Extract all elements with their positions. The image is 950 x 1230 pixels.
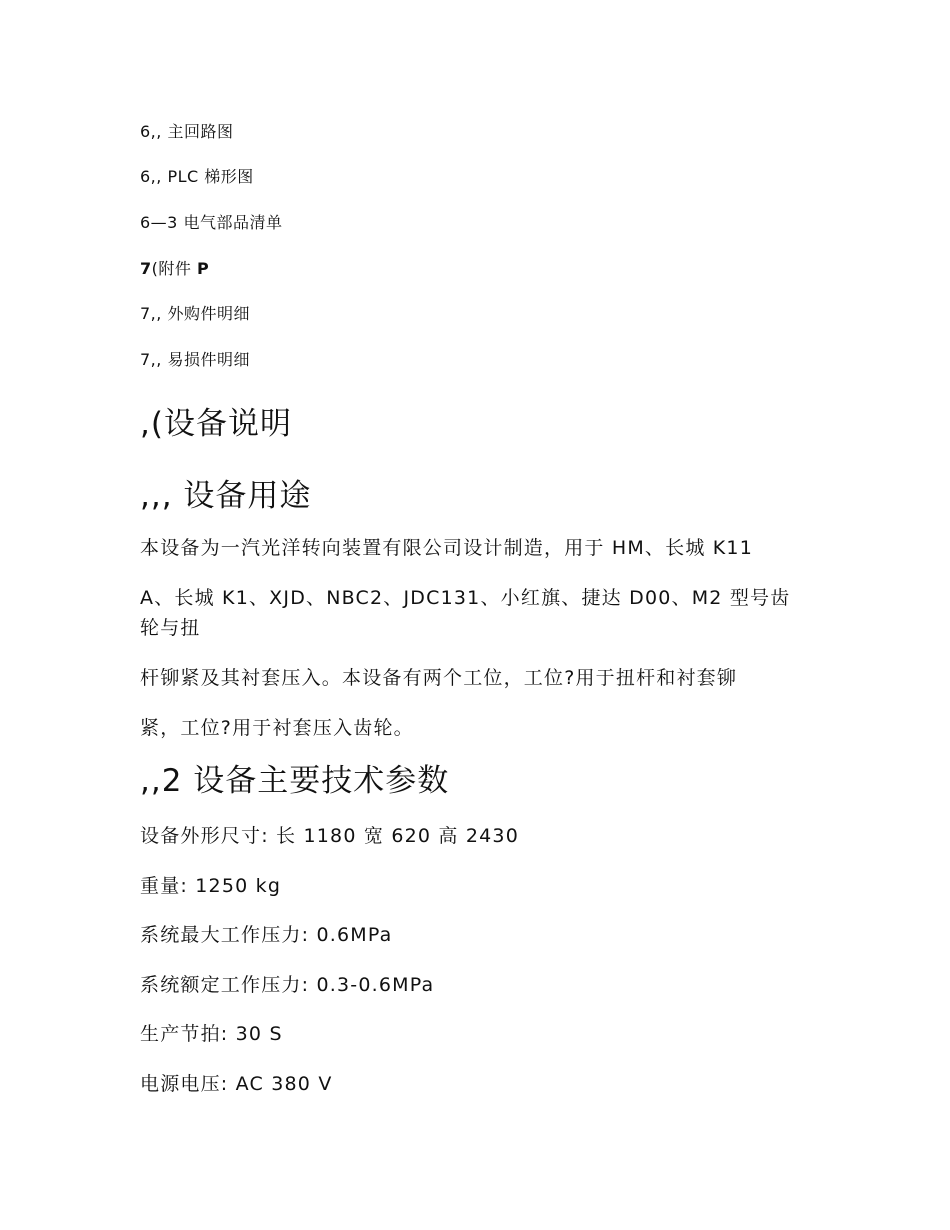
param-weight: 重量: 1250 kg [140, 875, 282, 897]
toc-item-7-tail: P [196, 259, 210, 278]
param-supply-voltage: 电源电压: AC 380 V [140, 1073, 333, 1095]
toc-item-6-3: 6—3 电气部品清单 [140, 213, 283, 232]
param-max-pressure: 系统最大工作压力: 0.6MPa [140, 924, 393, 946]
section-1-heading: ,(设备说明 [140, 406, 292, 442]
toc-item-7-1: 7,, 外购件明细 [140, 304, 250, 323]
purpose-paragraph-line-2: A、长城 K1、XJD、NBC2、JDC131、小红旗、捷达 D00、M2 型号齿 [140, 587, 791, 609]
param-rated-pressure: 系统额定工作压力: 0.3-0.6MPa [140, 974, 435, 996]
toc-item-6-1: 6,, 主回路图 [140, 122, 234, 141]
toc-item-7-number: 7 [140, 259, 152, 278]
param-dimensions: 设备外形尺寸: 长 1180 宽 620 高 2430 [140, 825, 520, 847]
purpose-paragraph-line-5: 紧，工位?用于衬套压入齿轮。 [140, 717, 414, 739]
purpose-paragraph-line-3: 轮与扭 [140, 617, 201, 639]
param-cycle-time: 生产节拍: 30 S [140, 1023, 283, 1045]
toc-item-7 [140, 256, 209, 279]
section-1-1-heading: ,,, 设备用途 [140, 478, 312, 514]
purpose-paragraph-line-1: 本设备为一汽光洋转向装置有限公司设计制造，用于 HM、长城 K11 [140, 537, 753, 559]
section-1-2-heading: ,,2 设备主要技术参数 [140, 763, 450, 799]
toc-item-7-text: (附件 [151, 259, 197, 278]
toc-item-7-2: 7,, 易损件明细 [140, 350, 250, 369]
toc-item-6-2: 6,, PLC 梯形图 [140, 167, 254, 186]
purpose-paragraph-line-4: 杆铆紧及其衬套压入。本设备有两个工位，工位?用于扭杆和衬套铆 [140, 667, 738, 689]
